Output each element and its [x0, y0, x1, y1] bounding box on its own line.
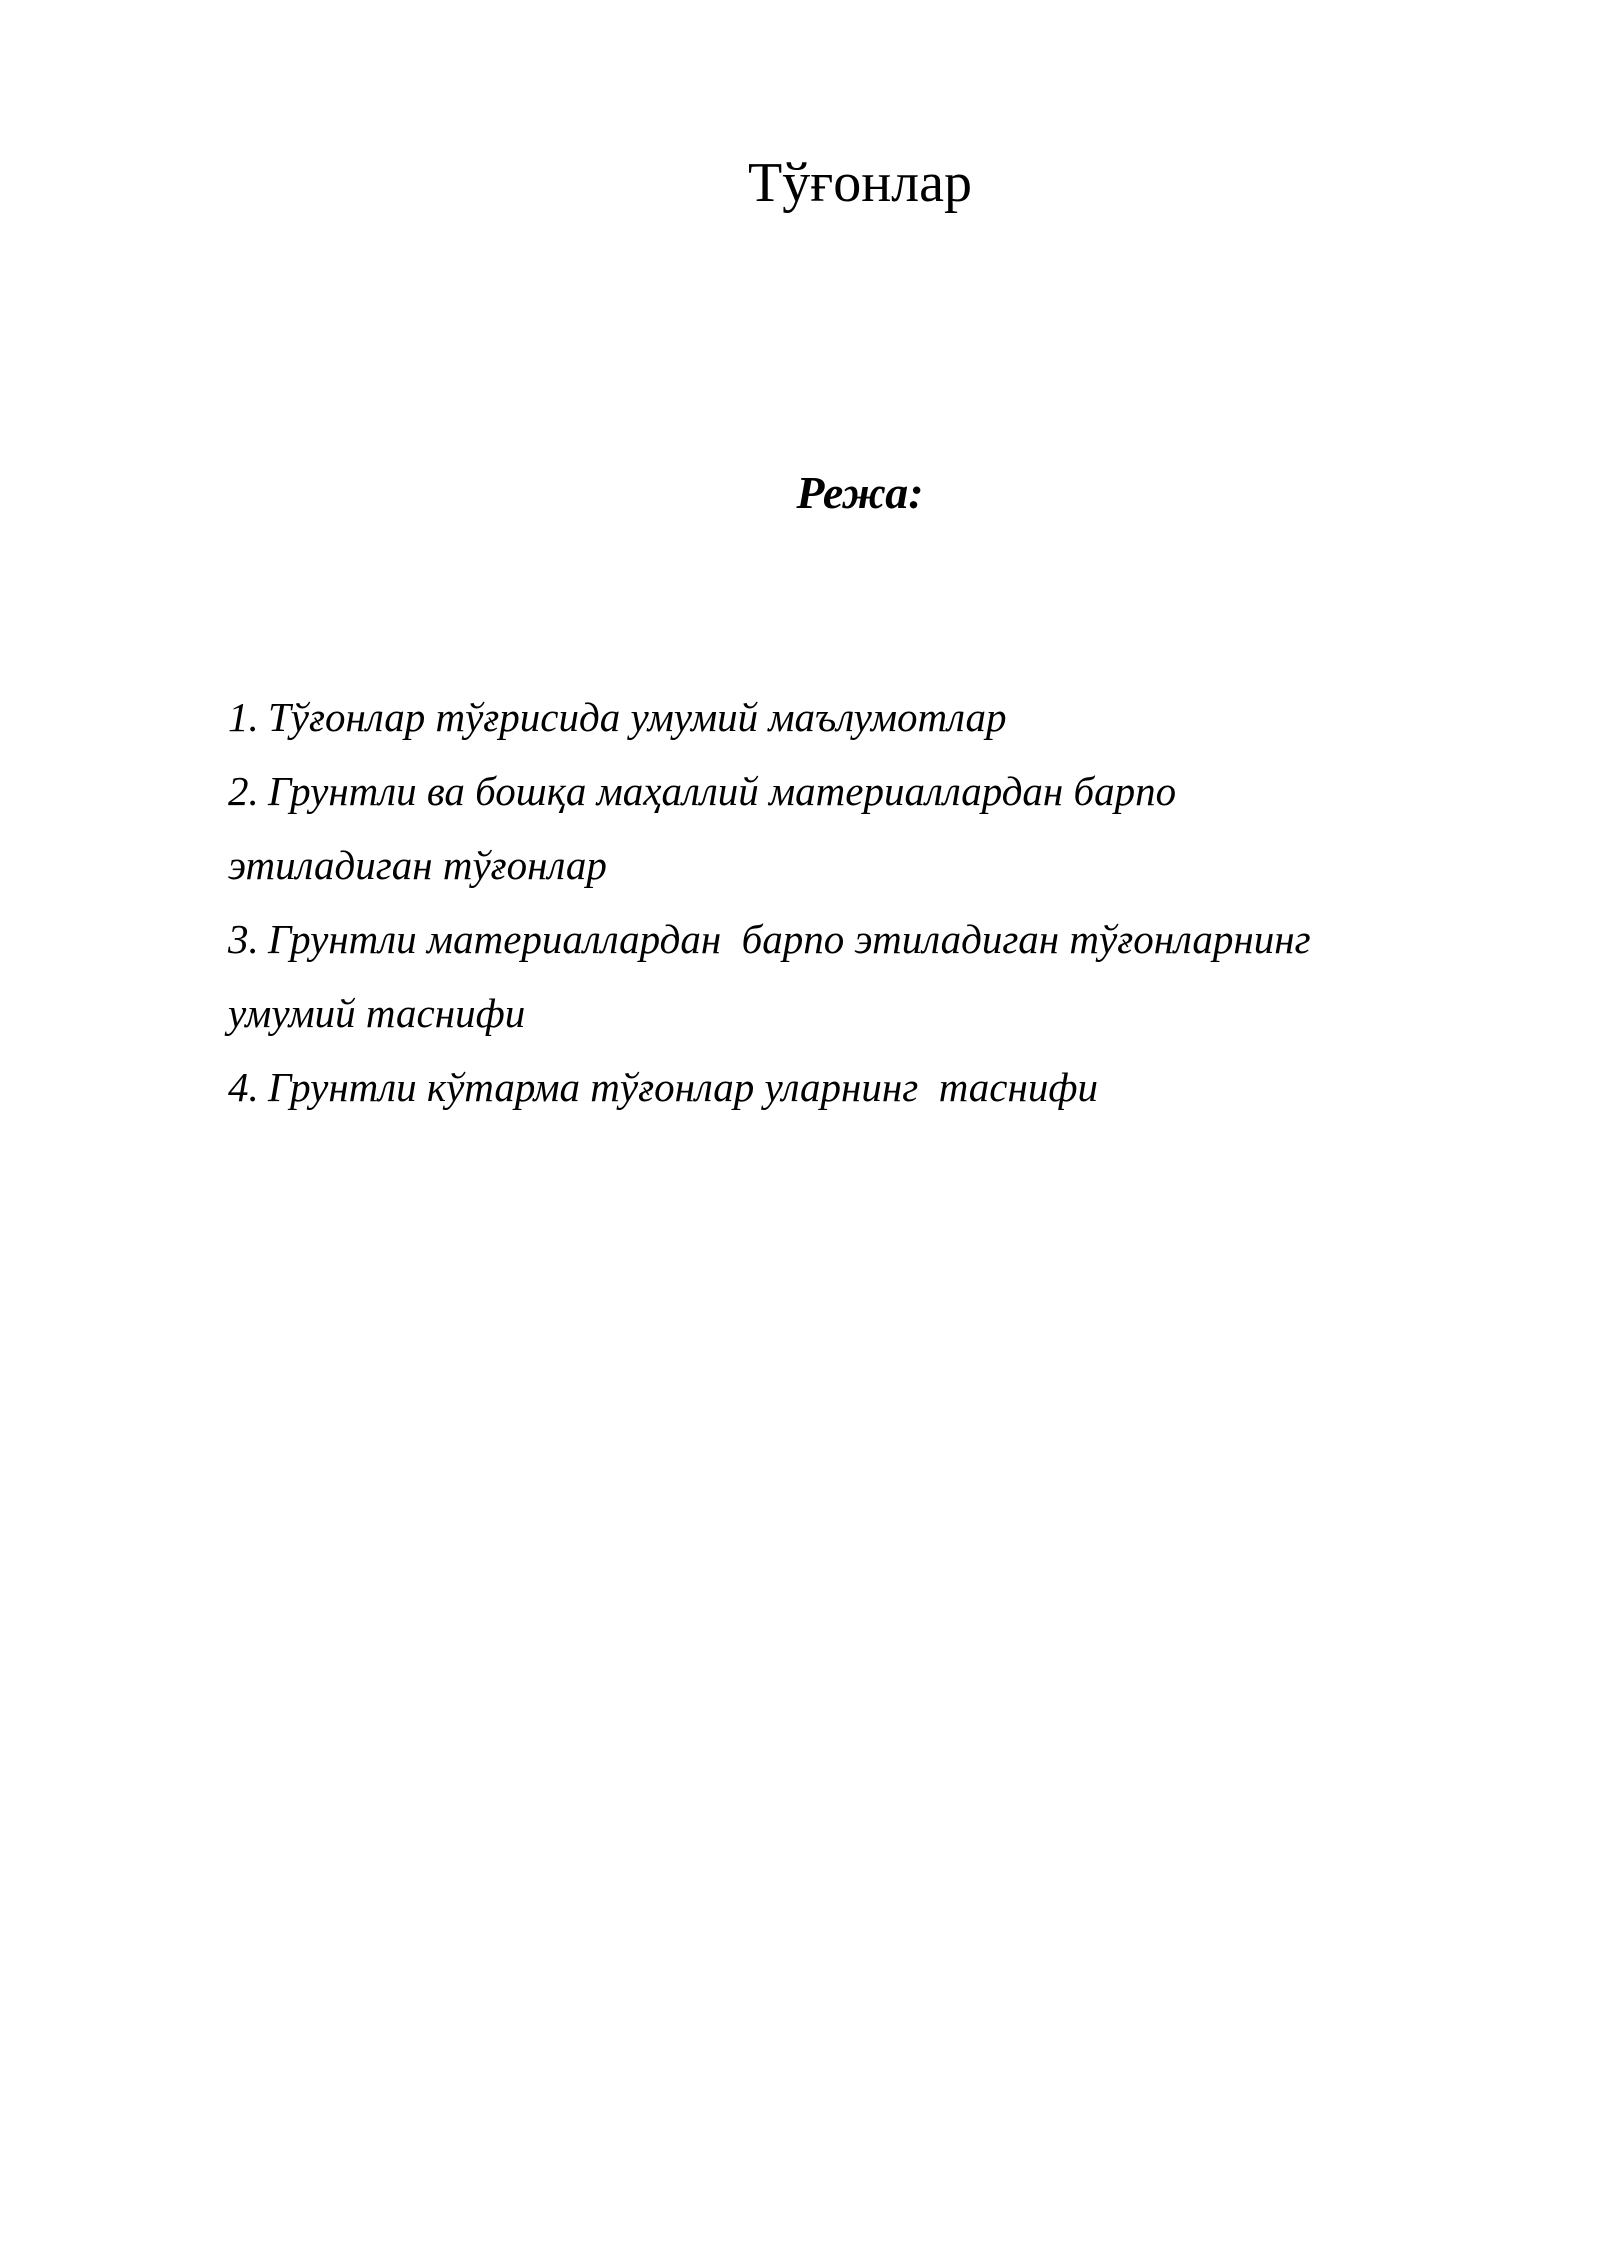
document-title: Тўғонлар	[748, 152, 972, 214]
plan-item-text: Грунтли ва бошқа маҳаллий материаллардан барпо	[268, 768, 1177, 814]
plan-item-number: 3.	[228, 916, 259, 962]
plan-item-number: 2.	[228, 768, 259, 814]
plan-item-number: 1.	[228, 694, 259, 740]
plan-list	[228, 680, 1428, 1124]
plan-item-number: 4.	[228, 1064, 259, 1110]
plan-item-2	[228, 754, 1428, 902]
plan-item-text: Тўғонлар тўғрисида умумий маълумотлар	[268, 694, 1007, 740]
plan-item-1	[228, 680, 1428, 754]
plan-heading: Режа:	[796, 467, 924, 518]
plan-item-text-continuation: этиладиган тўғонлар	[228, 842, 607, 888]
plan-item-3	[228, 902, 1428, 1050]
plan-item-4	[228, 1050, 1428, 1124]
plan-item-text: Грунтли материаллардан барпо этиладиган тўғонларнинг	[268, 916, 1311, 962]
plan-item-text-continuation: умумий таснифи	[228, 990, 526, 1036]
plan-item-text: Грунтли кўтарма тўғонлар уларнинг таснифи	[268, 1064, 1098, 1110]
